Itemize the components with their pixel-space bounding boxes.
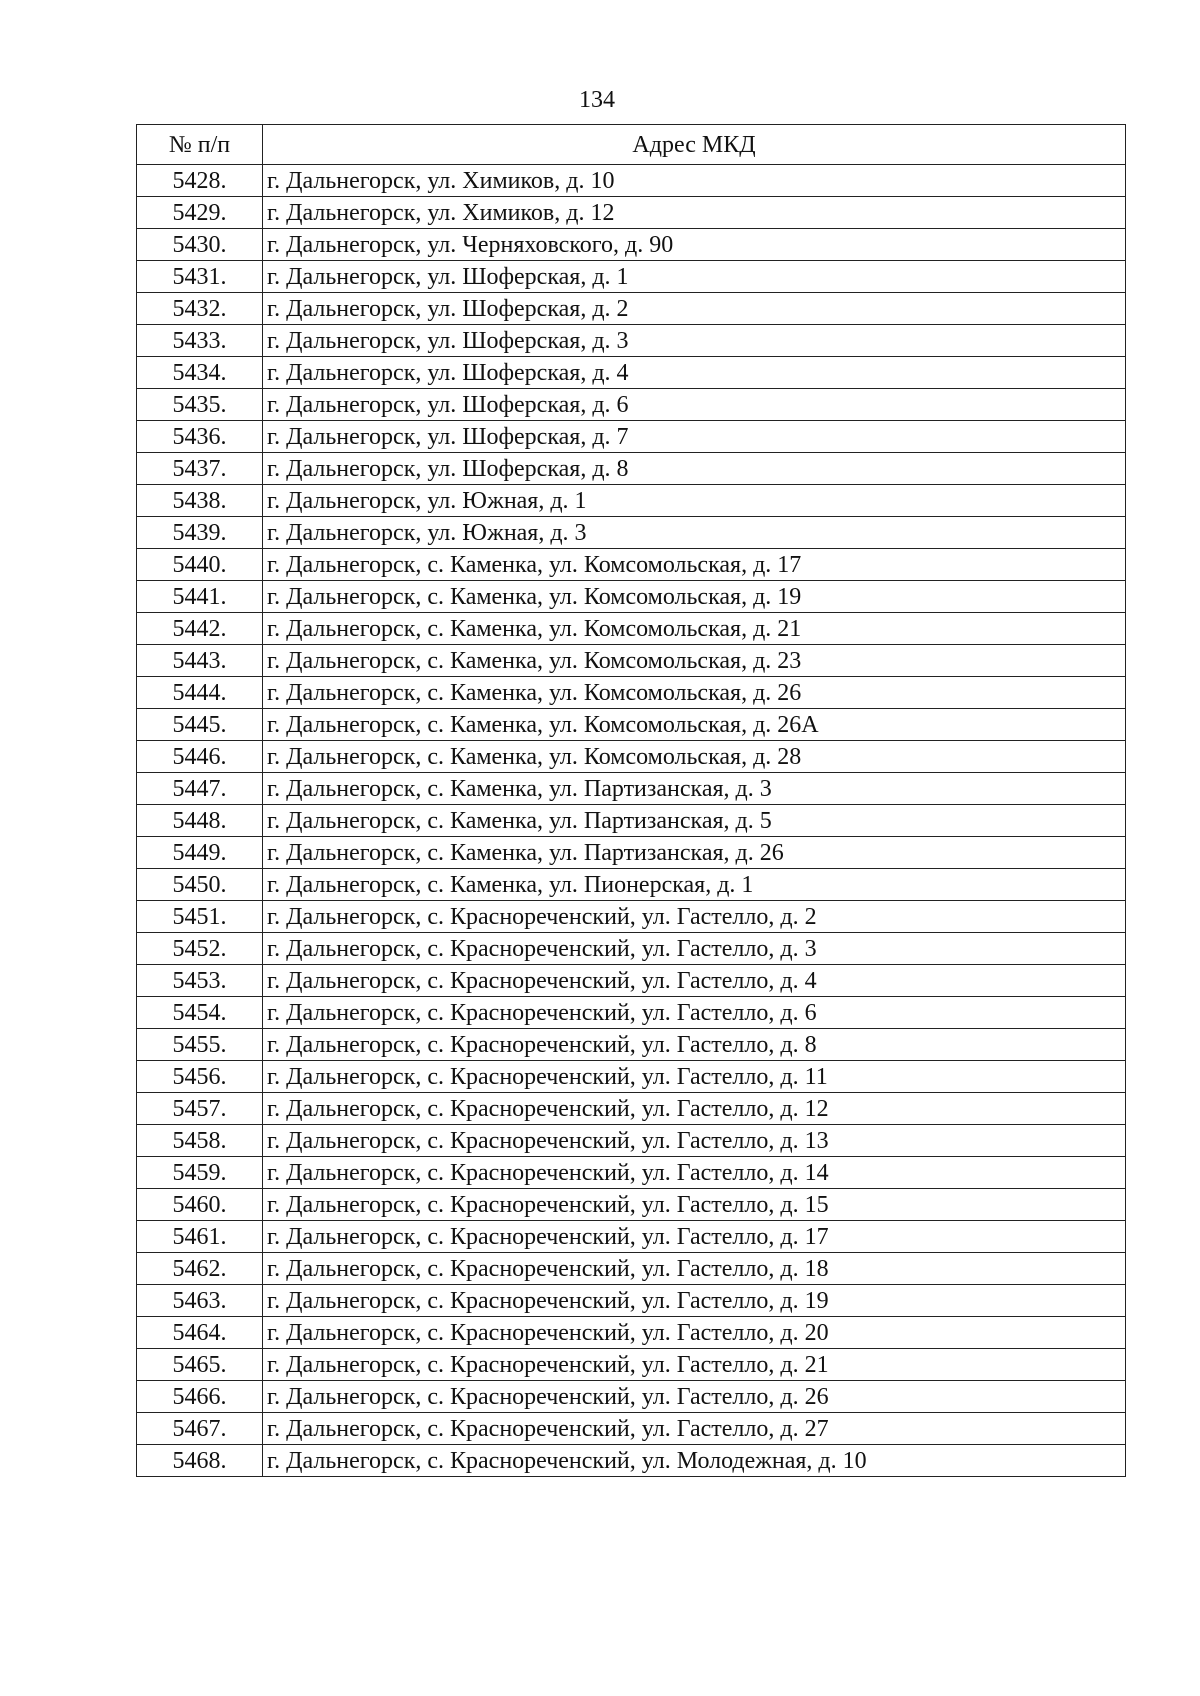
table-header-row bbox=[137, 125, 1126, 165]
table-row bbox=[137, 1317, 1126, 1349]
table-row bbox=[137, 741, 1126, 773]
table-row bbox=[137, 1157, 1126, 1189]
table-row bbox=[137, 1093, 1126, 1125]
row-number-cell: 5468. bbox=[137, 1445, 263, 1477]
table-row bbox=[137, 997, 1126, 1029]
table-row bbox=[137, 1061, 1126, 1093]
address-cell: г. Дальнегорск, ул. Шоферская, д. 7 bbox=[263, 421, 1126, 453]
row-number-cell: 5463. bbox=[137, 1285, 263, 1317]
row-number-cell: 5436. bbox=[137, 421, 263, 453]
address-cell: г. Дальнегорск, с. Краснореченский, ул. Гастелло, д. 17 bbox=[263, 1221, 1126, 1253]
address-cell: г. Дальнегорск, с. Краснореченский, ул. Гастелло, д. 6 bbox=[263, 997, 1126, 1029]
row-number-cell: 5445. bbox=[137, 709, 263, 741]
address-cell: г. Дальнегорск, с. Каменка, ул. Партизанская, д. 5 bbox=[263, 805, 1126, 837]
row-number-cell: 5432. bbox=[137, 293, 263, 325]
row-number-cell: 5466. bbox=[137, 1381, 263, 1413]
row-number-cell: 5460. bbox=[137, 1189, 263, 1221]
table-body bbox=[137, 165, 1126, 1477]
row-number-cell: 5434. bbox=[137, 357, 263, 389]
table-row bbox=[137, 901, 1126, 933]
table-row bbox=[137, 165, 1126, 197]
table-row bbox=[137, 709, 1126, 741]
row-number-cell: 5467. bbox=[137, 1413, 263, 1445]
address-cell: г. Дальнегорск, ул. Шоферская, д. 6 bbox=[263, 389, 1126, 421]
address-cell: г. Дальнегорск, ул. Черняховского, д. 90 bbox=[263, 229, 1126, 261]
table-row bbox=[137, 357, 1126, 389]
table-row bbox=[137, 613, 1126, 645]
row-number-cell: 5456. bbox=[137, 1061, 263, 1093]
row-number-cell: 5459. bbox=[137, 1157, 263, 1189]
row-number-cell: 5449. bbox=[137, 837, 263, 869]
address-cell: г. Дальнегорск, с. Краснореченский, ул. Гастелло, д. 4 bbox=[263, 965, 1126, 997]
address-cell: г. Дальнегорск, с. Краснореченский, ул. Гастелло, д. 11 bbox=[263, 1061, 1126, 1093]
address-cell: г. Дальнегорск, с. Каменка, ул. Комсомольская, д. 26А bbox=[263, 709, 1126, 741]
table-row bbox=[137, 1221, 1126, 1253]
row-number-cell: 5448. bbox=[137, 805, 263, 837]
row-number-cell: 5435. bbox=[137, 389, 263, 421]
row-number-cell: 5431. bbox=[137, 261, 263, 293]
table-row bbox=[137, 645, 1126, 677]
row-number-cell: 5430. bbox=[137, 229, 263, 261]
row-number-cell: 5433. bbox=[137, 325, 263, 357]
address-cell: г. Дальнегорск, ул. Химиков, д. 10 bbox=[263, 165, 1126, 197]
row-number-cell: 5464. bbox=[137, 1317, 263, 1349]
table-row bbox=[137, 517, 1126, 549]
address-cell: г. Дальнегорск, с. Краснореченский, ул. Молодежная, д. 10 bbox=[263, 1445, 1126, 1477]
table-row bbox=[137, 1445, 1126, 1477]
address-cell: г. Дальнегорск, ул. Шоферская, д. 1 bbox=[263, 261, 1126, 293]
row-number-cell: 5428. bbox=[137, 165, 263, 197]
address-cell: г. Дальнегорск, ул. Шоферская, д. 8 bbox=[263, 453, 1126, 485]
table-row bbox=[137, 229, 1126, 261]
table-row bbox=[137, 677, 1126, 709]
address-cell: г. Дальнегорск, с. Краснореченский, ул. Гастелло, д. 20 bbox=[263, 1317, 1126, 1349]
row-number-cell: 5443. bbox=[137, 645, 263, 677]
row-number-cell: 5438. bbox=[137, 485, 263, 517]
address-cell: г. Дальнегорск, с. Каменка, ул. Комсомольская, д. 26 bbox=[263, 677, 1126, 709]
row-number-cell: 5447. bbox=[137, 773, 263, 805]
table-row bbox=[137, 869, 1126, 901]
row-number-cell: 5457. bbox=[137, 1093, 263, 1125]
address-cell: г. Дальнегорск, с. Краснореченский, ул. Гастелло, д. 18 bbox=[263, 1253, 1126, 1285]
row-number-cell: 5441. bbox=[137, 581, 263, 613]
address-cell: г. Дальнегорск, с. Краснореченский, ул. Гастелло, д. 2 bbox=[263, 901, 1126, 933]
row-number-cell: 5452. bbox=[137, 933, 263, 965]
address-cell: г. Дальнегорск, с. Каменка, ул. Комсомольская, д. 28 bbox=[263, 741, 1126, 773]
table-row bbox=[137, 965, 1126, 997]
table-row bbox=[137, 805, 1126, 837]
table-row bbox=[137, 549, 1126, 581]
table-row bbox=[137, 485, 1126, 517]
row-number-cell: 5440. bbox=[137, 549, 263, 581]
row-number-cell: 5461. bbox=[137, 1221, 263, 1253]
address-cell: г. Дальнегорск, с. Краснореченский, ул. Гастелло, д. 26 bbox=[263, 1381, 1126, 1413]
mkd-address-table bbox=[136, 124, 1126, 1477]
address-cell: г. Дальнегорск, с. Каменка, ул. Комсомольская, д. 23 bbox=[263, 645, 1126, 677]
column-header-address: Адрес МКД bbox=[263, 125, 1126, 165]
table-row bbox=[137, 1349, 1126, 1381]
address-cell: г. Дальнегорск, с. Краснореченский, ул. Гастелло, д. 19 bbox=[263, 1285, 1126, 1317]
row-number-cell: 5439. bbox=[137, 517, 263, 549]
table-row bbox=[137, 1253, 1126, 1285]
row-number-cell: 5444. bbox=[137, 677, 263, 709]
table-row bbox=[137, 197, 1126, 229]
address-cell: г. Дальнегорск, с. Каменка, ул. Партизанская, д. 3 bbox=[263, 773, 1126, 805]
table-row bbox=[137, 1413, 1126, 1445]
row-number-cell: 5429. bbox=[137, 197, 263, 229]
table-row bbox=[137, 453, 1126, 485]
table-row bbox=[137, 325, 1126, 357]
table-row bbox=[137, 773, 1126, 805]
table-row bbox=[137, 389, 1126, 421]
table-row bbox=[137, 837, 1126, 869]
row-number-cell: 5437. bbox=[137, 453, 263, 485]
address-cell: г. Дальнегорск, ул. Шоферская, д. 3 bbox=[263, 325, 1126, 357]
address-cell: г. Дальнегорск, с. Каменка, ул. Комсомольская, д. 21 bbox=[263, 613, 1126, 645]
address-cell: г. Дальнегорск, с. Краснореченский, ул. Гастелло, д. 14 bbox=[263, 1157, 1126, 1189]
row-number-cell: 5465. bbox=[137, 1349, 263, 1381]
table-row bbox=[137, 1189, 1126, 1221]
address-cell: г. Дальнегорск, с. Каменка, ул. Пионерская, д. 1 bbox=[263, 869, 1126, 901]
page-number: 134 bbox=[579, 87, 615, 113]
row-number-cell: 5454. bbox=[137, 997, 263, 1029]
row-number-cell: 5450. bbox=[137, 869, 263, 901]
address-cell: г. Дальнегорск, с. Краснореченский, ул. Гастелло, д. 21 bbox=[263, 1349, 1126, 1381]
table-row bbox=[137, 1029, 1126, 1061]
row-number-cell: 5446. bbox=[137, 741, 263, 773]
table-row bbox=[137, 421, 1126, 453]
row-number-cell: 5455. bbox=[137, 1029, 263, 1061]
table-row bbox=[137, 1125, 1126, 1157]
table-row bbox=[137, 261, 1126, 293]
address-cell: г. Дальнегорск, с. Каменка, ул. Партизанская, д. 26 bbox=[263, 837, 1126, 869]
address-cell: г. Дальнегорск, ул. Южная, д. 1 bbox=[263, 485, 1126, 517]
address-cell: г. Дальнегорск, с. Краснореченский, ул. Гастелло, д. 8 bbox=[263, 1029, 1126, 1061]
address-cell: г. Дальнегорск, ул. Шоферская, д. 2 bbox=[263, 293, 1126, 325]
table-row bbox=[137, 293, 1126, 325]
address-cell: г. Дальнегорск, с. Краснореченский, ул. Гастелло, д. 15 bbox=[263, 1189, 1126, 1221]
address-cell: г. Дальнегорск, с. Краснореченский, ул. Гастелло, д. 3 bbox=[263, 933, 1126, 965]
table-row bbox=[137, 933, 1126, 965]
table-row bbox=[137, 1381, 1126, 1413]
row-number-cell: 5451. bbox=[137, 901, 263, 933]
row-number-cell: 5458. bbox=[137, 1125, 263, 1157]
column-header-number: № п/п bbox=[137, 125, 263, 165]
table-header bbox=[137, 125, 1126, 165]
address-cell: г. Дальнегорск, ул. Химиков, д. 12 bbox=[263, 197, 1126, 229]
table-row bbox=[137, 1285, 1126, 1317]
table-row bbox=[137, 581, 1126, 613]
address-cell: г. Дальнегорск, с. Краснореченский, ул. Гастелло, д. 12 bbox=[263, 1093, 1126, 1125]
address-cell: г. Дальнегорск, ул. Шоферская, д. 4 bbox=[263, 357, 1126, 389]
address-cell: г. Дальнегорск, с. Каменка, ул. Комсомольская, д. 19 bbox=[263, 581, 1126, 613]
address-cell: г. Дальнегорск, с. Каменка, ул. Комсомольская, д. 17 bbox=[263, 549, 1126, 581]
address-cell: г. Дальнегорск, ул. Южная, д. 3 bbox=[263, 517, 1126, 549]
address-cell: г. Дальнегорск, с. Краснореченский, ул. Гастелло, д. 13 bbox=[263, 1125, 1126, 1157]
address-cell: г. Дальнегорск, с. Краснореченский, ул. Гастелло, д. 27 bbox=[263, 1413, 1126, 1445]
row-number-cell: 5453. bbox=[137, 965, 263, 997]
row-number-cell: 5442. bbox=[137, 613, 263, 645]
row-number-cell: 5462. bbox=[137, 1253, 263, 1285]
